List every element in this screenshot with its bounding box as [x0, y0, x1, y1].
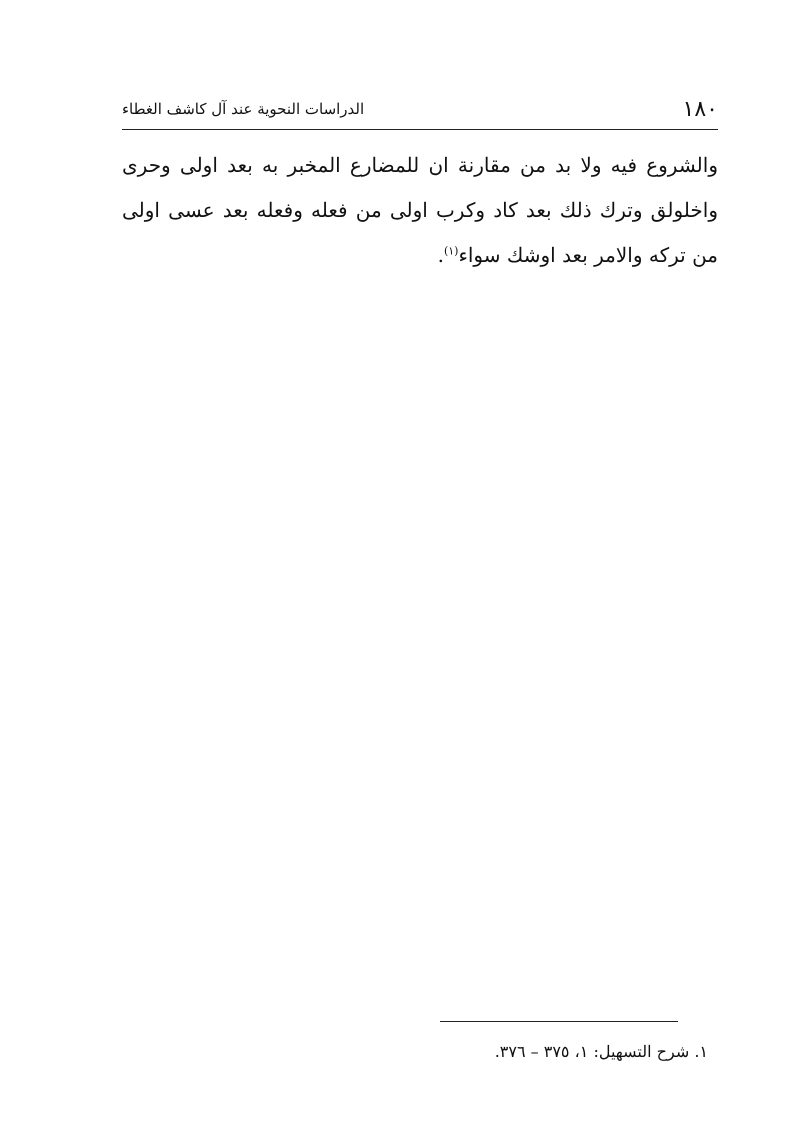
footnote-text: ١. شرح التسهيل: ١، ٣٧٥ – ٣٧٦. — [494, 1042, 708, 1061]
body-paragraph — [122, 143, 718, 278]
footnote — [122, 1040, 708, 1064]
paragraph-text: والشروع فيه ولا بد من مقارنة ان للمضارع المخبر به بعد اولى وحرى واخلولق وترك ذلك بعد كاد وكرب اولى من فعله وفعله بعد عسى اولى من تركه والامر بعد اوشك سواء — [122, 153, 718, 267]
page-header — [122, 88, 718, 128]
header-rule — [122, 129, 718, 130]
footnote-rule — [440, 1021, 678, 1022]
page-number: ١٨٠ — [682, 97, 718, 122]
paragraph — [122, 143, 718, 278]
footnote-reference[interactable]: (١) — [443, 244, 459, 258]
end-punctuation: . — [437, 243, 444, 267]
running-title: الدراسات النحوية عند آل كاشف الغطاء — [122, 100, 365, 118]
